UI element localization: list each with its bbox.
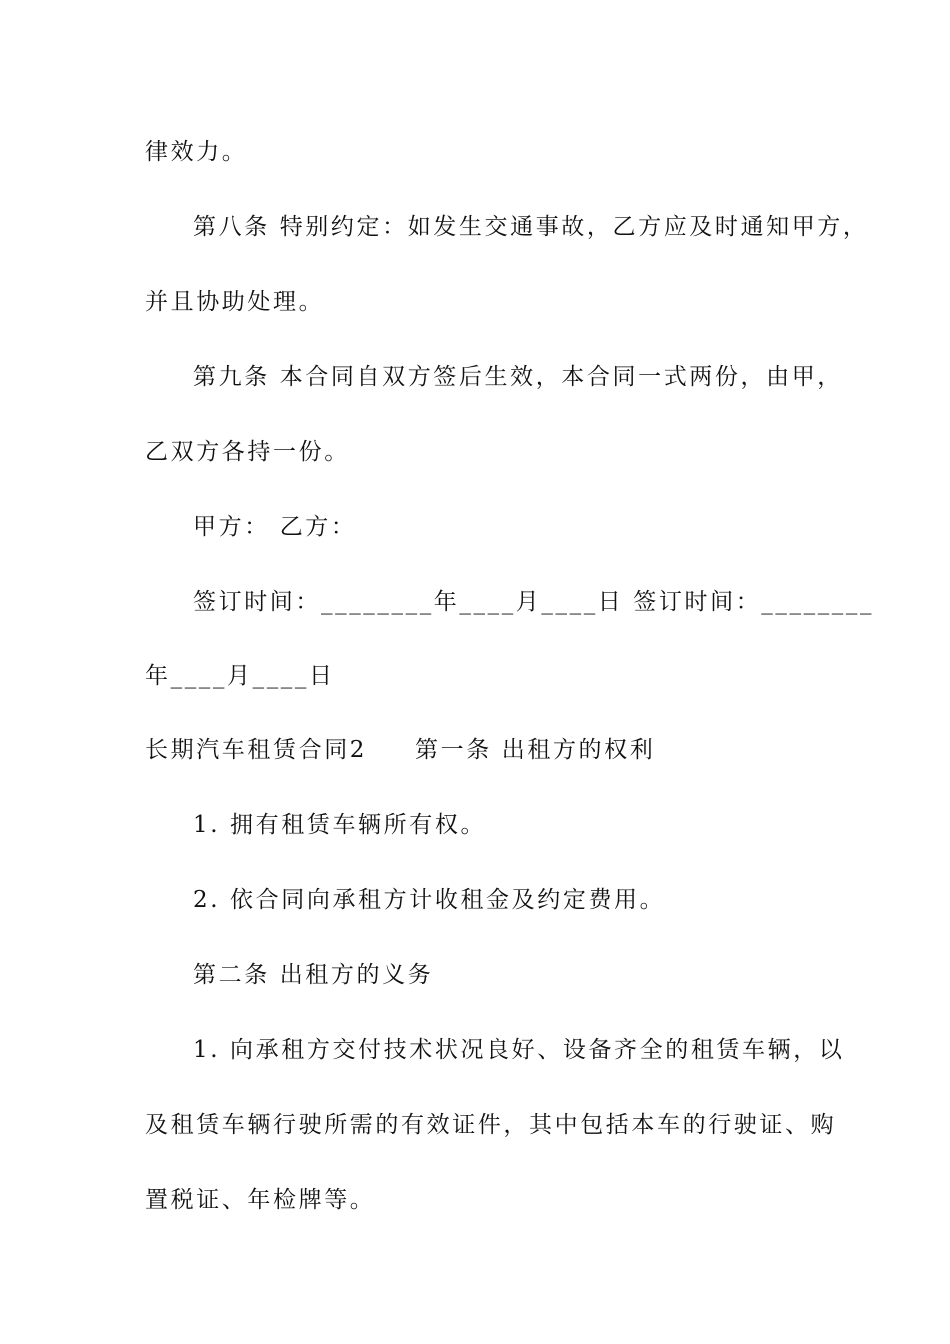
- paragraph-line: 律效力。: [145, 139, 248, 165]
- paragraph-line: 第九条 本合同自双方签后生效，本合同一式两份，由甲，: [193, 364, 843, 390]
- paragraph-line: 置税证、年检牌等。: [145, 1187, 376, 1213]
- contract-title: 长期汽车租赁合同2: [145, 737, 368, 763]
- article-heading: 第二条 出租方的义务: [193, 962, 434, 988]
- party-line: 甲方： 乙方：: [193, 514, 357, 540]
- article-heading: 第一条 出租方的权利: [415, 737, 656, 763]
- signing-date-line: 签订时间：________年____月____日 签订时间：________: [193, 589, 875, 615]
- signing-date-line: 年____月____日: [145, 663, 335, 689]
- paragraph-line: 第八条 特别约定：如发生交通事故，乙方应及时通知甲方，: [193, 214, 869, 240]
- list-item: 1. 向承租方交付技术状况良好、设备齐全的租赁车辆，以: [193, 1037, 845, 1063]
- section-heading-line: [145, 736, 655, 764]
- paragraph-line: 并且协助处理。: [145, 289, 325, 315]
- list-item: 2. 依合同向承租方计收租金及约定费用。: [193, 887, 666, 913]
- paragraph-line: 乙双方各持一份。: [145, 439, 350, 465]
- list-item: 1. 拥有租赁车辆所有权。: [193, 812, 487, 838]
- paragraph-line: 及租赁车辆行驶所需的有效证件，其中包括本车的行驶证、购: [145, 1112, 837, 1138]
